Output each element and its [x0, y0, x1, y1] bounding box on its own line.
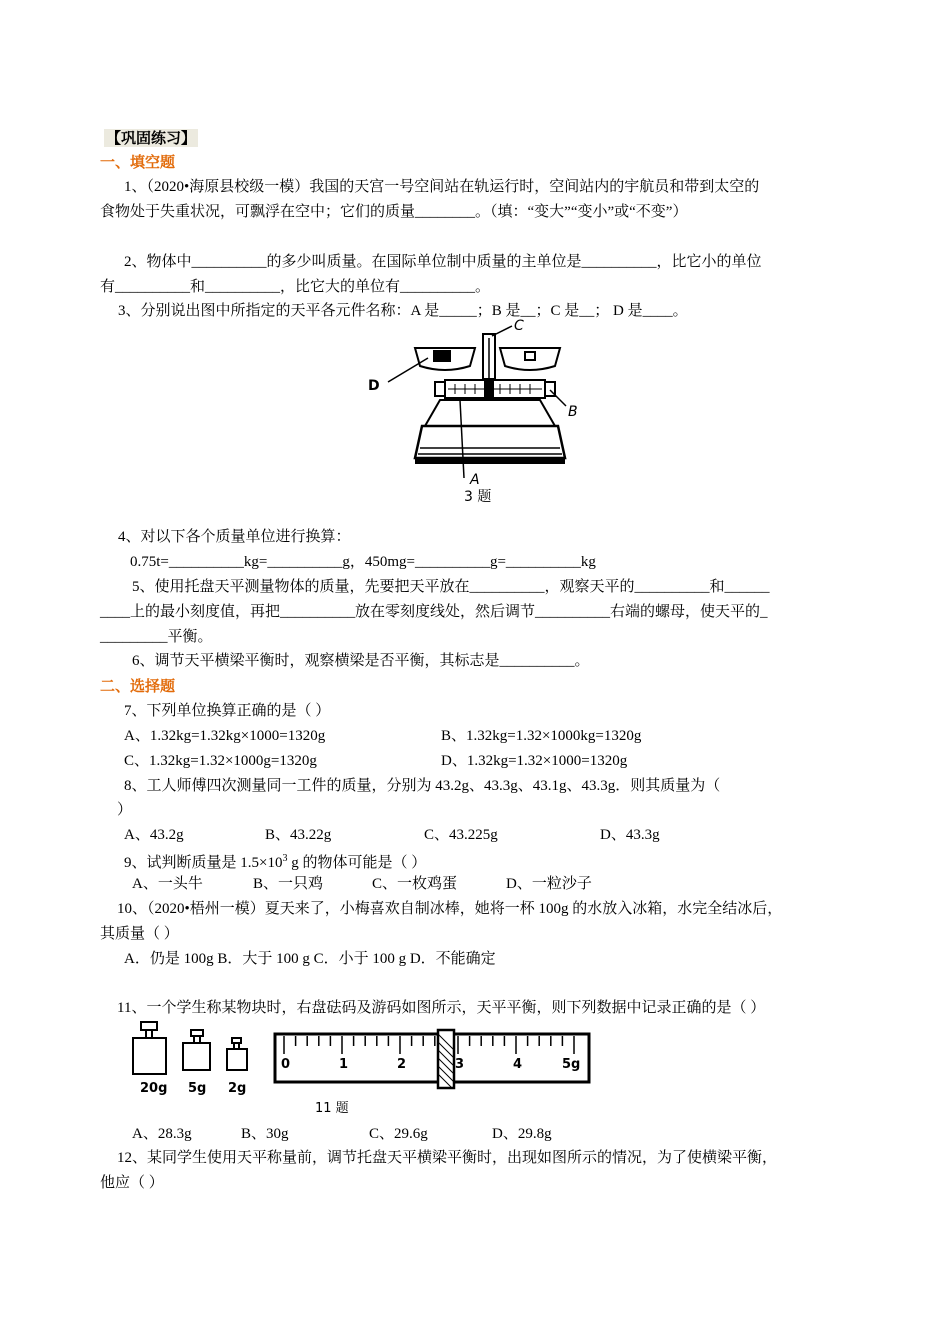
q5-line3: _________平衡。 — [100, 629, 213, 645]
q1-line1: 1、（2020•海原县校级一模）我国的天宫一号空间站在轨运行时，空间站内的宇航员和带到太空的 — [124, 179, 760, 195]
scale-label-5g: 5g — [562, 1057, 581, 1072]
scale-label-2: 2 — [397, 1057, 407, 1072]
part2-heading: 二、选择题 — [100, 677, 176, 695]
weight-label-2g: 2g — [228, 1081, 247, 1096]
fig3-caption: 3 题 — [464, 489, 492, 505]
q6-text: 6、调节天平横梁平衡时，观察横梁是否平衡，其标志是__________。 — [132, 653, 590, 669]
q10-options: A．仍是 100g B．大于 100 g C．小于 100 g D．不能确定 — [124, 951, 496, 967]
q9-text: 9、试判断质量是 $1.5\times 10^3$ g 的物体可能是（ ） — [124, 853, 427, 871]
scale-label-4: 4 — [513, 1057, 523, 1072]
q11-text: 11、一个学生称某物块时，右盘砝码及游码如图所示，天平平衡，则下列数据中记录正确的是（ ） — [117, 1000, 766, 1016]
q9-option-d: D、一粒沙子 — [506, 876, 592, 892]
q7-option-d: D、1.32kg=1.32×1000=1320g — [441, 753, 628, 769]
q8-line1: 8、工人师傅四次测量同一工件的质量，分别为 43.2g、43.3g、43.1g、43.3g．则其质量为（ — [124, 778, 721, 794]
q9-option-b: B、一只鸡 — [253, 876, 324, 892]
q7-option-c: C、1.32kg=1.32×1000g=1320g — [124, 753, 317, 769]
q11-option-c: C、29.6g — [369, 1126, 428, 1142]
label-c: C — [514, 318, 524, 334]
q5-line2: ____上的最小刻度值，再把__________放在零刻度线处，然后调节__________右端的螺母，使天平的_ — [100, 604, 768, 620]
fig11-caption: 11 题 — [315, 1101, 349, 1116]
part1-heading: 一、填空题 — [100, 153, 176, 171]
q8-option-c: C、43.225g — [424, 827, 498, 843]
q8-option-d: D、43.3g — [600, 827, 660, 843]
q2-line2: 有__________和__________，比它大的单位有__________。 — [100, 279, 491, 295]
q4-text: 4、对以下各个质量单位进行换算： — [118, 529, 351, 545]
q12-line1: 12、某同学生使用天平称量前，调节托盘天平横梁平衡时，出现如图所示的情况，为了使横梁平衡， — [117, 1150, 778, 1166]
q2-line1: 2、物体中__________的多少叫质量。在国际单位制中质量的主单位是__________，比它小的单位 — [124, 254, 762, 270]
scale-label-3: 3 — [455, 1057, 465, 1072]
weights-scale-figure — [128, 1020, 598, 1120]
scale-label-0: 0 — [281, 1057, 291, 1072]
label-d: D — [368, 378, 380, 394]
q10-line1: 10、（2020•梧州一模）夏天来了，小梅喜欢自制冰棒，她将一杯 100g 的水放入冰箱，水完全结冰后， — [117, 901, 783, 917]
section-title: 【巩固练习】 — [106, 129, 197, 147]
weight-label-5g: 5g — [188, 1081, 207, 1096]
scale-label-1: 1 — [339, 1057, 349, 1072]
label-b: B — [568, 404, 578, 420]
q10-line2: 其质量（ ） — [100, 926, 179, 942]
q7-option-b: B、1.32kg=1.32×1000kg=1320g — [441, 728, 642, 744]
q4-line: 0.75t=__________kg=__________g，450mg=__________g=__________kg — [130, 554, 596, 570]
q5-line1: 5、使用托盘天平测量物体的质量，先要把天平放在__________，观察天平的__________和______ — [132, 579, 770, 595]
label-a: A — [470, 472, 480, 488]
q11-option-a: A、28.3g — [132, 1126, 192, 1142]
q7-text: 7、下列单位换算正确的是（ ） — [124, 703, 331, 719]
q11-option-b: B、30g — [241, 1126, 289, 1142]
weight-label-20g: 20g — [140, 1081, 168, 1096]
balance-figure — [360, 318, 590, 508]
q8-option-a: A、43.2g — [124, 827, 184, 843]
q12-line2: 他应（ ） — [100, 1175, 164, 1191]
q8-line2: ） — [117, 802, 133, 818]
q9-option-c: C、一枚鸡蛋 — [372, 876, 458, 892]
q9-option-a: A、一头牛 — [132, 876, 203, 892]
q3-text: 3、分别说出图中所指定的天平各元件名称：A 是_____；B 是__；C 是__； D 是____。 — [118, 303, 688, 319]
q7-option-a: A、1.32kg=1.32kg×1000=1320g — [124, 728, 326, 744]
q1-line2: 食物处于失重状况，可飘浮在空中；它们的质量________。（填：“变大”“变小”或“不变”） — [100, 204, 688, 220]
q11-option-d: D、29.8g — [492, 1126, 552, 1142]
q8-option-b: B、43.22g — [265, 827, 332, 843]
